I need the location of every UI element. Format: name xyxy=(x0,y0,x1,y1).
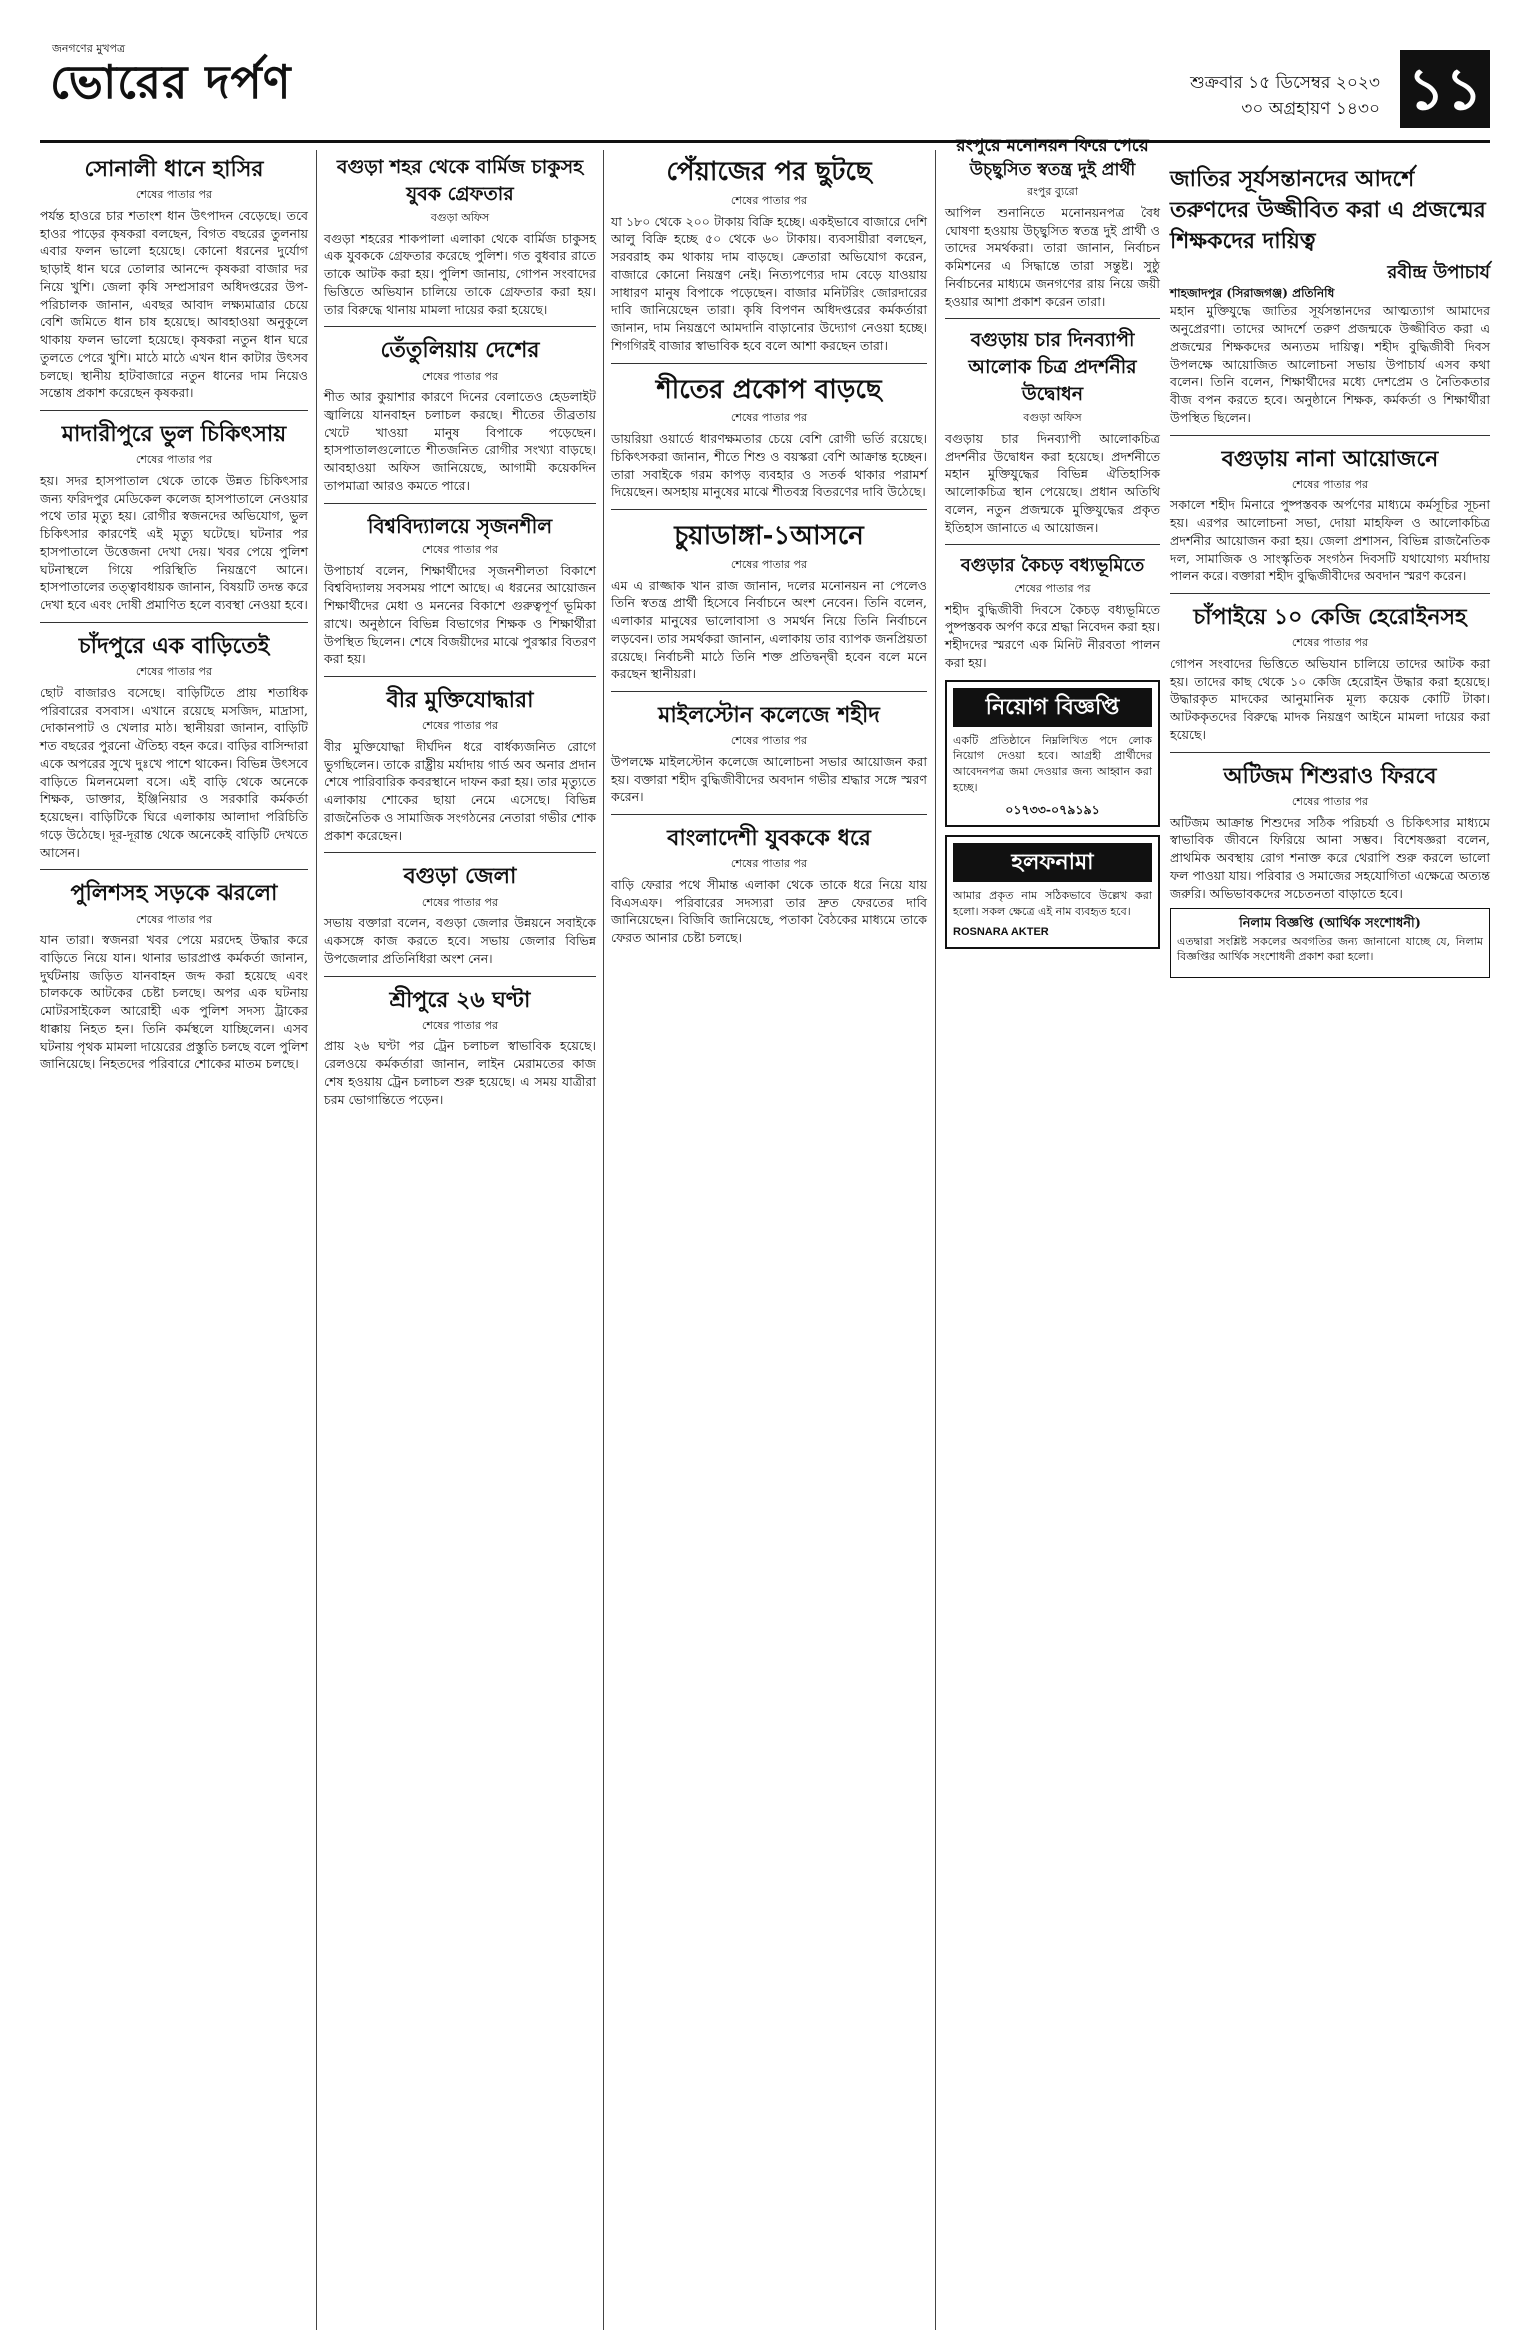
article-body: শহীদ বুদ্ধিজীবী দিবসে কৈচড় বধ্যভূমিতে পুষ্পস্তবক অর্পণ করে শ্রদ্ধা নিবেদন করা হয়। শহীদদের স্মরণে এক মিনিট নীরবতা পালন করা হয়। xyxy=(945,601,1160,670)
continued-label: শেষের পাতার পর xyxy=(1014,581,1091,595)
job-ad xyxy=(945,680,1160,827)
continued-label: শেষের পাতার পর xyxy=(421,719,499,733)
continued-label: শেষের পাতার পর xyxy=(135,453,213,467)
divider xyxy=(40,622,308,623)
continued-label: শেষের পাতার পর xyxy=(730,857,808,871)
column-5 xyxy=(1170,160,1490,978)
continued-label: শেষের পাতার পর xyxy=(421,895,499,909)
headline-heroin: চাঁপাইয়ে ১০ কেজি হেরোইনসহ xyxy=(1193,604,1467,631)
headline-autism: অটিজম শিশুরাও ফিরবে xyxy=(1223,762,1437,789)
continued-label: শেষের পাতার পর xyxy=(135,188,213,202)
headline-rangpur: রংপুরে মনোনয়ন ফিরে পেয়ে উচ্ছ্বসিত স্বতন্ত্র দুই প্রার্থী xyxy=(956,136,1149,181)
headline-onion: পেঁয়াজের পর ছুটছে xyxy=(666,157,872,187)
job-ad-phone: ০১৭৩৩-০৭৯১৯১ xyxy=(1005,802,1100,818)
article-body: বাড়ি ফেরার পথে সীমান্ত এলাকা থেকে তাকে ধরে নিয়ে যায় বিএসএফ। পরিবারের সদস্যরা তার দ্রুত ফেরতের দাবি জানিয়েছেন। বিজিবি জানিয়েছে, পতাকা বৈঠকের মাধ্যমে তাকে ফেরত আনার চেষ্টা চলছে। xyxy=(611,876,927,946)
divider xyxy=(1170,435,1490,436)
headline-chuadanga: চুয়াডাঙ্গা-১আসনে xyxy=(674,521,864,552)
article-body: মহান মুক্তিযুদ্ধে জাতির সূর্যসন্তানদের আত্মত্যাগ আমাদের অনুপ্রেরণা। তাদের আদর্শে তরুণ প্রজন্মকে উজ্জীবিত করা এ প্রজন্মের শিক্ষকদের অন্যতম দায়িত্ব। শহীদ বুদ্ধিজীবী দিবস উপলক্ষে আয়োজিত আলোচনা সভায় উপাচার্য এসব কথা বলেন। তিনি বলেন, শিক্ষার্থীদের মধ্যে দেশপ্রেম ও নৈতিকতার বীজ বপন করতে হবে। অনুষ্ঠানে শিক্ষক, কর্মকর্তা ও শিক্ষার্থীরা উপস্থিত ছিলেন। xyxy=(1170,303,1490,425)
continued-label: শেষের পাতার পর xyxy=(421,1018,499,1032)
newspaper-logo: ভোরের দর্পণ xyxy=(50,55,292,109)
divider xyxy=(611,814,927,815)
headline-milestone: মাইলস্টোন কলেজে শহীদ xyxy=(658,702,880,729)
article-body: বগুড়ায় চার দিনব্যাপী আলোকচিত্র প্রদর্শনীর উদ্বোধন করা হয়েছে। প্রদর্শনীতে মহান মুক্তিযুদ্ধের বিভিন্ন ঐতিহাসিক আলোকচিত্র স্থান পেয়েছে। প্রধান অতিথি বলেন, নতুন প্রজন্মকে মুক্তিযুদ্ধের প্রকৃত ইতিহাস জানাতে এ আয়োজন। xyxy=(945,430,1160,535)
headline-tetulia: তেঁতুলিয়ায় দেশের xyxy=(380,337,540,364)
dateline: বগুড়া অফিস xyxy=(430,210,490,224)
masthead xyxy=(40,40,1490,143)
headline-sreepur: শ্রীপুরে ২৬ ঘণ্টা xyxy=(389,986,531,1013)
article-body: প্রায় ২৬ ঘণ্টা পর ট্রেন চলাচল স্বাভাবিক হয়েছে। রেলওয়ে কর্মকর্তারা জানান, লাইন মেরামতের কাজ শেষ হওয়ায় ট্রেন চলাচল শুরু হয়েছে। এ সময় যাত্রীরা চরম ভোগান্তিতে পড়েন। xyxy=(324,1038,596,1107)
continued-label: শেষের পাতার পর xyxy=(730,734,808,748)
article-body: গোপন সংবাদের ভিত্তিতে অভিযান চালিয়ে তাদের আটক করা হয়। তাদের কাছ থেকে ১০ কেজি হেরোইন উদ্ধার করা হয়েছে। উদ্ধারকৃত মাদকের আনুমানিক মূল্য কয়েক কোটি টাকা। আটককৃতদের বিরুদ্ধে মাদক নিয়ন্ত্রণ আইনে মামলা দায়ের করা হয়েছে। xyxy=(1170,655,1490,742)
date-bangla: ৩০ অগ্রহায়ণ ১৪৩০ xyxy=(1241,99,1380,119)
date-gregorian: শুক্রবার ১৫ ডিসেম্বর ২০২৩ xyxy=(1190,73,1380,93)
divider xyxy=(324,976,596,977)
headline-university: বিশ্ববিদ্যালয়ে সৃজনশীল xyxy=(367,513,553,538)
continued-label: শেষের পাতার পর xyxy=(135,912,213,926)
column-1 xyxy=(40,150,308,1079)
page-number: ১১ xyxy=(1400,50,1490,128)
affidavit-name: ROSNARA AKTER xyxy=(953,926,1049,939)
dateline: রংপুর ব্যুরো xyxy=(1027,185,1078,199)
article-body: এম এ রাজ্জাক খান রাজ জানান, দলের মনোনয়ন না পেলেও তিনি স্বতন্ত্র প্রার্থী হিসেবে নির্বাচনে অংশ নেবেন। তিনি বলেন, এলাকার মানুষের ভালোবাসা ও সমর্থন নিয়ে তিনি নির্বাচনে লড়বেন। তার সমর্থকরা জানান, এলাকায় তার ব্যাপক জনপ্রিয়তা রয়েছে। নির্বাচনী মাঠে তিনি শক্ত প্রতিদ্বন্দ্বী হবেন বলে মনে করছেন স্থানীয়রা। xyxy=(611,577,927,682)
article-body: শীত আর কুয়াশার কারণে দিনের বেলাতেও হেডলাইট জ্বালিয়ে যানবাহন চলাচল করছে। শীতের তীব্রতায় খেটে খাওয়া মানুষ বিপাকে পড়েছেন। হাসপাতালগুলোতে শীতজনিত রোগীর সংখ্যা বাড়ছে। আবহাওয়া অফিস জানিয়েছে, আগামী কয়েকদিন তাপমাত্রা আরও কমতে পারে। xyxy=(324,389,596,493)
affidavit-title: হলফনামা xyxy=(953,843,1152,882)
auction-notice xyxy=(1170,908,1490,978)
auction-notice-body: এতদ্বারা সংশ্লিষ্ট সকলের অবগতির জন্য জানানো যাচ্ছে যে, নিলাম বিজ্ঞপ্তির আর্থিক সংশোধনী প্রকাশ করা হলো। xyxy=(1177,934,1483,964)
continued-label: শেষের পাতার পর xyxy=(730,193,808,207)
column-divider xyxy=(316,150,317,2330)
headline-bogura-district: বগুড়া জেলা xyxy=(403,863,517,890)
divider xyxy=(1170,593,1490,594)
column-divider xyxy=(603,150,604,2330)
continued-label: শেষের পাতার পর xyxy=(730,411,808,425)
column-3 xyxy=(611,150,927,953)
article-body: ডায়রিয়া ওয়ার্ডে ধারণক্ষমতার চেয়ে বেশি রোগী ভর্তি রয়েছে। চিকিৎসকরা জানান, শীতে শিশু ও বয়স্করা বেশি আক্রান্ত হচ্ছেন। তারা সবাইকে গরম কাপড় ব্যবহার ও সতর্ক থাকার পরামর্শ দিয়েছেন। অসহায় মানুষের মাঝে শীতবস্ত্র বিতরণের দাবি উঠেছে। xyxy=(611,431,927,500)
dateline: বগুড়া অফিস xyxy=(1023,411,1082,425)
article-body: পর্যন্ত হাওরে চার শতাংশ ধান উৎপাদন বেড়েছে। তবে হাওর পাড়ের কৃষকরা বলছেন, বিগত বছরের তুলনায় এবার ফলন ভালো হয়েছে। কোনো ধরনের দুর্যোগ ছাড়াই ধান ঘরে তোলার আনন্দে কৃষকরা বাজার দর নিয়ে খুশি। জেলা কৃষি সম্প্রসারণ অধিদপ্তরের উপ-পরিচালক জানান, এবছর আবাদ লক্ষ্যমাত্রার চেয়ে বেশি জমিতে ধান চাষ হয়েছে। আবহাওয়া অনুকূলে থাকায় ফলন ভালো হয়েছে। কৃষকরা নতুন ধান ঘরে তুলতে পেরে খুশি। মাঠে মাঠে এখন ধান কাটার উৎসব চলছে। স্থানীয় হাটবাজারে নতুন ধানের দাম নিয়েও সন্তোষ প্রকাশ করেছেন কৃষকরা। xyxy=(40,207,308,401)
article-body: যা ১৮০ থেকে ২০০ টাকায় বিক্রি হচ্ছে। একইভাবে বাজারে দেশি আলু বিক্রি হচ্ছে ৫০ থেকে ৬০ টাকায়। ব্যবসায়ীরা বলছেন, সরবরাহ কম থাকায় দাম বাড়ছে। ক্রেতারা অভিযোগ করেন, বাজারে কোনো নিয়ন্ত্রণ নেই। নিত্যপণ্যের দাম বেড়ে যাওয়ায় সাধারণ মানুষ বিপাকে পড়েছেন। বাজার মনিটরিং জোরদারের দাবি জানিয়েছেন তারা। কৃষি বিপণন অধিদপ্তরের কর্মকর্তারা জানান, দাম নিয়ন্ত্রণে আমদানি বাড়ানোর উদ্যোগ নেওয়া হচ্ছে। শিগগিরই বাজার স্বাভাবিক হবে বলে আশা করছেন তারা। xyxy=(611,213,927,353)
job-ad-body: একটি প্রতিষ্ঠানে নিম্নলিখিত পদে লোক নিয়োগ দেওয়া হবে। আগ্রহী প্রার্থীদের আবেদনপত্র জমা দেওয়ার জন্য আহ্বান করা হচ্ছে। xyxy=(953,733,1152,794)
article-body: উপলক্ষে মাইলস্টোন কলেজে আলোচনা সভার আয়োজন করা হয়। বক্তারা শহীদ বুদ্ধিজীবীদের অবদান গভীর শ্রদ্ধার সঙ্গে স্মরণ করেন। xyxy=(611,753,927,805)
article-body: যান তারা। স্বজনরা খবর পেয়ে মরদেহ উদ্ধার করে বাড়িতে নিয়ে যান। থানার ভারপ্রাপ্ত কর্মকর্তা জানান, দুর্ঘটনায় জড়িত যানবাহন জব্দ করা হয়েছে এবং চালককে আটকের চেষ্টা চলছে। অপর এক ঘটনায় মোটরসাইকেল আরোহী এক পুলিশ সদস্য ট্রাকের ধাক্কায় নিহত হন। তিনি কর্মস্থলে যাচ্ছিলেন। এসব ঘটনায় পৃথক মামলা দায়েরের প্রস্তুতি চলছে বলে পুলিশ জানিয়েছে। নিহতদের পরিবারে শোকের মাতম চলছে। xyxy=(40,932,308,1072)
column-2 xyxy=(324,150,596,1114)
headline-bangladeshi-youth: বাংলাদেশী যুবককে ধরে xyxy=(667,825,871,852)
headline-photo-exhibition: বগুড়ায় চার দিনব্যাপী আলোক চিত্র প্রদর্শনীর উদ্বোধন xyxy=(968,329,1137,406)
article-body: অটিজম আক্রান্ত শিশুদের সঠিক পরিচর্যা ও চিকিৎসার মাধ্যমে স্বাভাবিক জীবনে ফিরিয়ে আনা সম্ভব। বিশেষজ্ঞরা বলেন, প্রাথমিক অবস্থায় রোগ শনাক্ত করে থেরাপি শুরু করলে ভালো ফল পাওয়া যায়। পরিবার ও সমাজের সহযোগিতা এক্ষেত্রে অত্যন্ত জরুরি। অভিভাবকদের সচেতনতা বাড়াতে হবে। xyxy=(1170,814,1490,901)
article-body: বীর মুক্তিযোদ্ধা দীর্ঘদিন ধরে বার্ধক্যজনিত রোগে ভুগছিলেন। তাকে রাষ্ট্রীয় মর্যাদায় গার্ড অব অনার প্রদান শেষে পারিবারিক কবরস্থানে দাফন করা হয়। তার মৃত্যুতে এলাকায় শোকের ছায়া নেমে এসেছে। বিভিন্ন রাজনৈতিক ও সামাজিক সংগঠনের নেতারা গভীর শোক প্রকাশ করেছেন। xyxy=(324,738,596,843)
column-4 xyxy=(945,130,1160,949)
affidavit-body: আমার প্রকৃত নাম সঠিকভাবে উল্লেখ করা হলো। সকল ক্ষেত্রে এই নাম ব্যবহৃত হবে। xyxy=(953,889,1152,918)
continued-label: শেষের পাতার পর xyxy=(135,665,213,679)
byline: রবীন্দ্র উপাচার্য xyxy=(1387,261,1490,283)
divider xyxy=(945,318,1160,319)
headline-police-road: পুলিশসহ সড়কে ঝরলো xyxy=(70,880,278,907)
article-body: আপিল শুনানিতে মনোনয়নপত্র বৈধ ঘোষণা হওয়ায় উচ্ছ্বসিত স্বতন্ত্র দুই প্রার্থী ও তাদের সমর্থকরা। তারা জানান, নির্বাচন কমিশনের এ সিদ্ধান্তে তারা সন্তুষ্ট। সুষ্ঠু নির্বাচনের মাধ্যমে জনগণের রায় নিয়ে জয়ী হওয়ার আশা প্রকাশ করেন তারা। xyxy=(945,204,1160,309)
headline-chandpur: চাঁদপুরে এক বাড়িতেই xyxy=(78,632,270,659)
article-body: সকালে শহীদ মিনারে পুষ্পস্তবক অর্পণের মাধ্যমে কর্মসূচির সূচনা হয়। এরপর আলোচনা সভা, দোয়া মাহফিল ও আলোকচিত্র প্রদর্শনীর আয়োজন করা হয়। জেলা প্রশাসন, বিভিন্ন রাজনৈতিক দল, সামাজিক ও সাংস্কৃতিক সংগঠন দিবসটি যথাযোগ্য মর্যাদায় পালন করে। বক্তারা শহীদ বুদ্ধিজীবীদের অবদান স্মরণ করেন। xyxy=(1170,497,1490,584)
auction-notice-title: নিলাম বিজ্ঞপ্তি (আর্থিক সংশোধনী) xyxy=(1239,916,1421,932)
divider xyxy=(324,852,596,853)
headline-sonali-dhan: সোনালী ধানে হাসির xyxy=(84,156,264,182)
job-ad-title: নিয়োগ বিজ্ঞপ্তি xyxy=(953,688,1152,727)
divider xyxy=(324,676,596,677)
article-body: উপাচার্য বলেন, শিক্ষার্থীদের সৃজনশীলতা বিকাশে বিশ্ববিদ্যালয় সবসময় পাশে আছে। এ ধরনের আয়োজন শিক্ষার্থীদের মেধা ও মননের বিকাশে গুরুত্বপূর্ণ ভূমিকা রাখে। অনুষ্ঠানে বিভিন্ন বিভাগের শিক্ষক ও শিক্ষার্থীরা উপস্থিত ছিলেন। শেষে বিজয়ীদের মাঝে পুরস্কার বিতরণ করা হয়। xyxy=(324,562,596,667)
masthead-tagline: জনগণের মুখপত্র xyxy=(52,42,126,55)
article-body: ছোট বাজারও বসেছে। বাড়িটিতে প্রায় শতাধিক পরিবারের বসবাস। এখানে রয়েছে মসজিদ, মাদ্রাসা, দোকানপাট ও খেলার মাঠ। স্থানীয়রা জানান, বাড়িটি শত বছরের পুরনো ঐতিহ্য বহন করে। বাড়ির বাসিন্দারা একে অপরের সুখে দুঃখে পাশে থাকেন। বিভিন্ন উৎসবে বাড়িতে মিলনমেলা বসে। এই বাড়ি থেকে অনেকে শিক্ষক, ডাক্তার, ইঞ্জিনিয়ার ও সরকারি কর্মকর্তা হয়েছেন। বাড়িটিকে ঘিরে এলাকায় আলাদা পরিচিতি গড়ে উঠেছে। দূর-দূরান্ত থেকে অনেকেই বাড়িটি দেখতে আসেন। xyxy=(40,684,308,860)
headline-winter: শীতের প্রকোপ বাড়ছে xyxy=(656,374,882,405)
headline-koichor: বগুড়ার কৈচড় বধ্যভূমিতে xyxy=(960,555,1145,577)
divider xyxy=(611,509,927,510)
headline-bogura-knife: বগুড়া শহর থেকে বার্মিজ চাকুসহ যুবক গ্রেফতার xyxy=(336,156,584,205)
continued-label: শেষের পাতার পর xyxy=(730,557,808,571)
continued-label: শেষের পাতার পর xyxy=(1291,477,1369,491)
divider xyxy=(945,544,1160,545)
divider xyxy=(611,691,927,692)
headline-bogura-events: বগুড়ায় নানা আয়োজনে xyxy=(1221,445,1439,472)
divider xyxy=(611,363,927,364)
divider xyxy=(1170,752,1490,753)
article-body: হয়। সদর হাসপাতাল থেকে তাকে উন্নত চিকিৎসার জন্য ফরিদপুর মেডিকেল কলেজ হাসপাতালে নেওয়ার পথে তার মৃত্যু হয়। রোগীর স্বজনদের অভিযোগ, ভুল চিকিৎসার কারণেই এই মৃত্যু ঘটেছে। ঘটনার পর হাসপাতালে উত্তেজনা দেখা দেয়। খবর পেয়ে পুলিশ ঘটনাস্থলে গিয়ে পরিস্থিতি নিয়ন্ত্রণে আনে। হাসপাতালের তত্ত্বাবধায়ক জানান, বিষয়টি তদন্ত করে দেখা হবে এবং দোষী প্রমাণিত হলে ব্যবস্থা নেওয়া হবে। xyxy=(40,472,308,613)
headline-freedom-fighter: বীর মুক্তিযোদ্ধারা xyxy=(386,687,534,714)
headline-madaripur: মাদারীপুরে ভুল চিকিৎসায় xyxy=(61,421,287,448)
continued-label: শেষের পাতার পর xyxy=(1291,794,1369,808)
divider xyxy=(40,869,308,870)
affidavit xyxy=(945,835,1160,949)
divider xyxy=(324,326,596,327)
continued-label: শেষের পাতার পর xyxy=(421,369,499,383)
column-divider xyxy=(935,150,936,2330)
headline-nation-sons: জাতির সূর্যসন্তানদের আদর্শে তরুণদের উজ্জীবিত করা এ প্রজন্মের শিক্ষকদের দায়িত্ব xyxy=(1170,166,1486,255)
continued-label: শেষের পাতার পর xyxy=(1291,636,1369,650)
divider xyxy=(324,503,596,504)
article-body: সভায় বক্তারা বলেন, বগুড়া জেলার উন্নয়নে সবাইকে একসঙ্গে কাজ করতে হবে। সভায় জেলার বিভিন্ন উপজেলার প্রতিনিধিরা অংশ নেন। xyxy=(324,915,596,966)
article-body: বগুড়া শহরের শাকপালা এলাকা থেকে বার্মিজ চাকুসহ এক যুবককে গ্রেফতার করেছে পুলিশ। গত বুধবার রাতে তাকে আটক করা হয়। পুলিশ জানায়, গোপন সংবাদের ভিত্তিতে অভিযান চালিয়ে তাকে গ্রেফতার করা হয়। তার বিরুদ্ধে থানায় মামলা দায়ের করা হয়েছে। xyxy=(324,230,596,317)
dateline: শাহজাদপুর (সিরাজগঞ্জ) প্রতিনিধি xyxy=(1170,286,1335,301)
divider xyxy=(40,410,308,411)
continued-label: শেষের পাতার পর xyxy=(421,543,499,557)
